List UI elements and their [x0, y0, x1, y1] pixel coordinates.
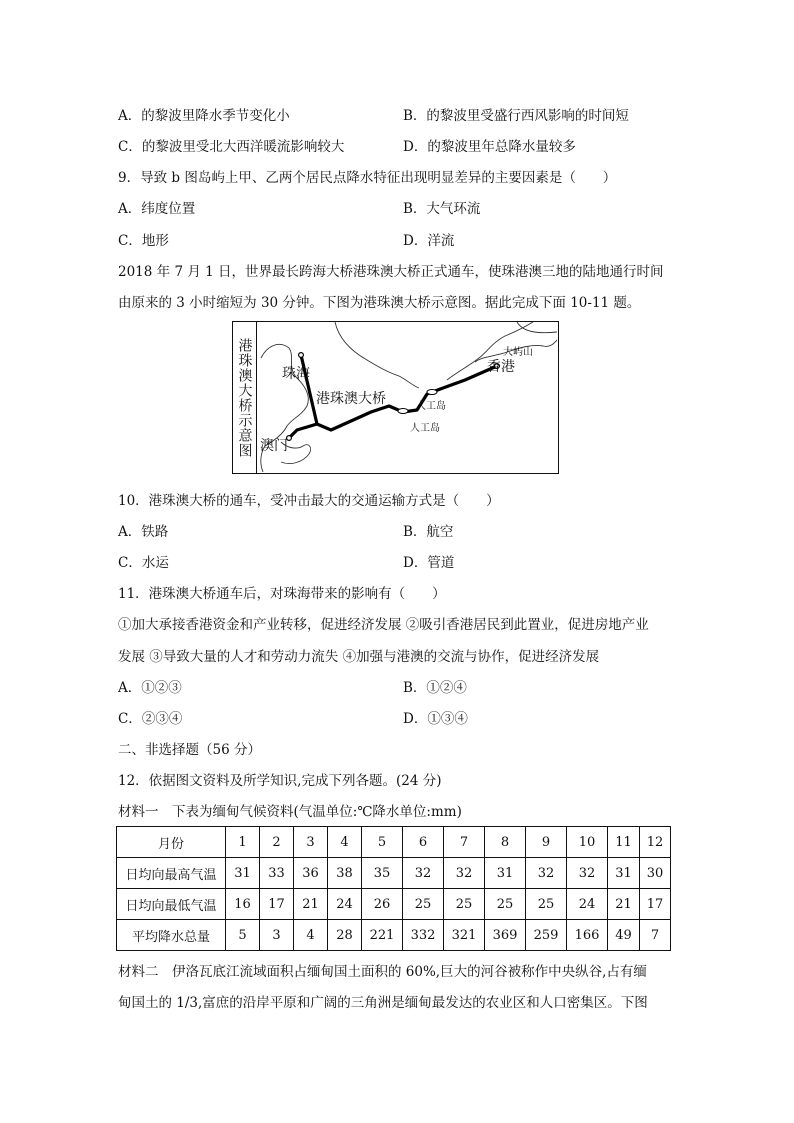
table-cell: 49	[608, 920, 640, 951]
table-header-cell: 2	[260, 827, 294, 858]
table-cell: 28	[328, 920, 362, 951]
table-cell: 17	[260, 889, 294, 920]
table-cell: 24	[567, 889, 608, 920]
table-cell: 25	[526, 889, 567, 920]
table-row-label: 日均向最低气温	[117, 889, 226, 920]
table-row	[117, 920, 671, 951]
q8-option-c: C．的黎波里受北大西洋暖流影响较大	[118, 139, 345, 155]
q12-stem: 12．依据图文资料及所学知识,完成下列各题。(24 分)	[118, 773, 442, 789]
table-cell: 36	[294, 858, 328, 889]
table-cell: 32	[526, 858, 567, 889]
table-cell: 30	[640, 858, 671, 889]
q10-option-a: A．铁路	[118, 524, 169, 540]
label-zhuhai: 珠海	[282, 366, 310, 382]
q11-statement-line-1: ①加大承接香港资金和产业转移，促进经济发展 ②吸引香港居民到此置业，促进房地产业	[118, 617, 649, 633]
table-header-cell: 3	[294, 827, 328, 858]
zhuhai-point	[299, 353, 304, 358]
intro-line-1: 2018 年 7 月 1 日，世界最长跨海大桥港珠澳大桥正式通车，使珠港澳三地的陆地通行时间	[118, 264, 664, 280]
q8-option-a: A．的黎波里降水季节变化小	[118, 108, 290, 124]
table-header-cell: 7	[444, 827, 485, 858]
table-cell: 17	[640, 889, 671, 920]
table-cell: 5	[226, 920, 260, 951]
table-cell: 26	[362, 889, 403, 920]
table-row-label: 平均降水总量	[117, 920, 226, 951]
table-cell: 32	[444, 858, 485, 889]
table-cell: 21	[294, 889, 328, 920]
table-cell: 332	[403, 920, 444, 951]
table-header-cell: 10	[567, 827, 608, 858]
q10-option-d: D．管道	[403, 555, 455, 571]
material-1-caption: 材料一 下表为缅甸气候资料(气温单位:℃降水单位:mm)	[118, 804, 462, 820]
coastline-north	[335, 322, 419, 388]
label-bridge: 港珠澳大桥	[316, 391, 386, 407]
material-2-line-2: 甸国土的 1/3,富庶的沿岸平原和广阔的三角洲是缅甸最发达的农业区和人口密集区。下图	[118, 995, 648, 1011]
table-header-cell: 6	[403, 827, 444, 858]
table-cell: 25	[485, 889, 526, 920]
table-cell: 166	[567, 920, 608, 951]
q9-option-b: B．大气环流	[403, 201, 481, 217]
table-cell: 221	[362, 920, 403, 951]
q11-statement-line-2: 发展 ③导致大量的人才和劳动力流失 ④加强与港澳的交流与协作，促进经济发展	[118, 649, 600, 665]
q11-option-b: B．①②④	[403, 680, 467, 696]
table-header-cell: 4	[328, 827, 362, 858]
table-header-cell: 9	[526, 827, 567, 858]
table-cell: 25	[444, 889, 485, 920]
bridge-map-figure	[232, 321, 559, 474]
table-cell: 7	[640, 920, 671, 951]
intro-line-2: 由原来的 3 小时缩短为 30 分钟。下图为港珠澳大桥示意图。据此完成下面 10-11 题。	[118, 295, 641, 311]
table-row	[117, 889, 671, 920]
q11-stem: 11．港珠澳大桥通车后，对珠海带来的影响有（ ）	[118, 586, 446, 602]
q10-option-c: C．水运	[118, 555, 169, 571]
material-2-line-1: 材料二 伊洛瓦底江流域面积占缅甸国土面积的 60%,巨大的河谷被称作中央纵谷,占有缅	[118, 964, 647, 980]
map-title: 港珠澳大桥示意图	[233, 322, 257, 473]
table-cell: 32	[403, 858, 444, 889]
table-cell: 369	[485, 920, 526, 951]
table-cell: 38	[328, 858, 362, 889]
q9-option-c: C．地形	[118, 233, 169, 249]
table-header-row	[117, 827, 671, 858]
table-cell: 35	[362, 858, 403, 889]
q10-stem: 10．港珠澳大桥的通车，受冲击最大的交通运输方式是（ ）	[118, 493, 500, 509]
climate-table	[116, 826, 671, 951]
q11-option-c: C．②③④	[118, 711, 183, 727]
q9-stem: 9．导致 b 图岛屿上甲、乙两个居民点降水特征出现明显差异的主要因素是（ ）	[118, 170, 617, 186]
label-macau: 澳门	[260, 438, 288, 454]
table-header-cell: 11	[608, 827, 640, 858]
table-cell: 32	[567, 858, 608, 889]
artificial-island-west	[398, 409, 408, 414]
label-island-2: 人工岛	[410, 423, 440, 434]
q10-option-b: B．航空	[403, 524, 454, 540]
table-header-cell: 月份	[117, 827, 226, 858]
section-heading: 二、非选择题（56 分）	[118, 742, 261, 758]
table-cell: 33	[260, 858, 294, 889]
q11-option-d: D．①③④	[403, 711, 468, 727]
table-cell: 3	[260, 920, 294, 951]
q9-option-a: A．纬度位置	[118, 201, 196, 217]
table-header-cell: 5	[362, 827, 403, 858]
table-cell: 16	[226, 889, 260, 920]
table-cell: 25	[403, 889, 444, 920]
table-cell: 31	[226, 858, 260, 889]
artificial-island-east	[427, 390, 437, 395]
table-header-cell: 1	[226, 827, 260, 858]
label-island-1: 人工岛	[416, 401, 446, 412]
table-row	[117, 858, 671, 889]
bridge-branch-macau	[289, 424, 317, 438]
table-cell: 31	[608, 858, 640, 889]
table-cell: 31	[485, 858, 526, 889]
table-header-cell: 12	[640, 827, 671, 858]
table-cell: 259	[526, 920, 567, 951]
table-cell: 24	[328, 889, 362, 920]
label-lantau: 大屿山	[503, 347, 533, 358]
table-cell: 4	[294, 920, 328, 951]
table-header-cell: 8	[485, 827, 526, 858]
q11-option-a: A．①②③	[118, 680, 182, 696]
table-row-label: 日均向最高气温	[117, 858, 226, 889]
table-cell: 21	[608, 889, 640, 920]
q9-option-d: D．洋流	[403, 233, 455, 249]
q8-option-d: D．的黎波里年总降水量较多	[403, 139, 576, 155]
table-cell: 321	[444, 920, 485, 951]
q8-option-b: B．的黎波里受盛行西风影响的时间短	[403, 108, 629, 124]
label-hongkong: 香港	[487, 359, 515, 375]
